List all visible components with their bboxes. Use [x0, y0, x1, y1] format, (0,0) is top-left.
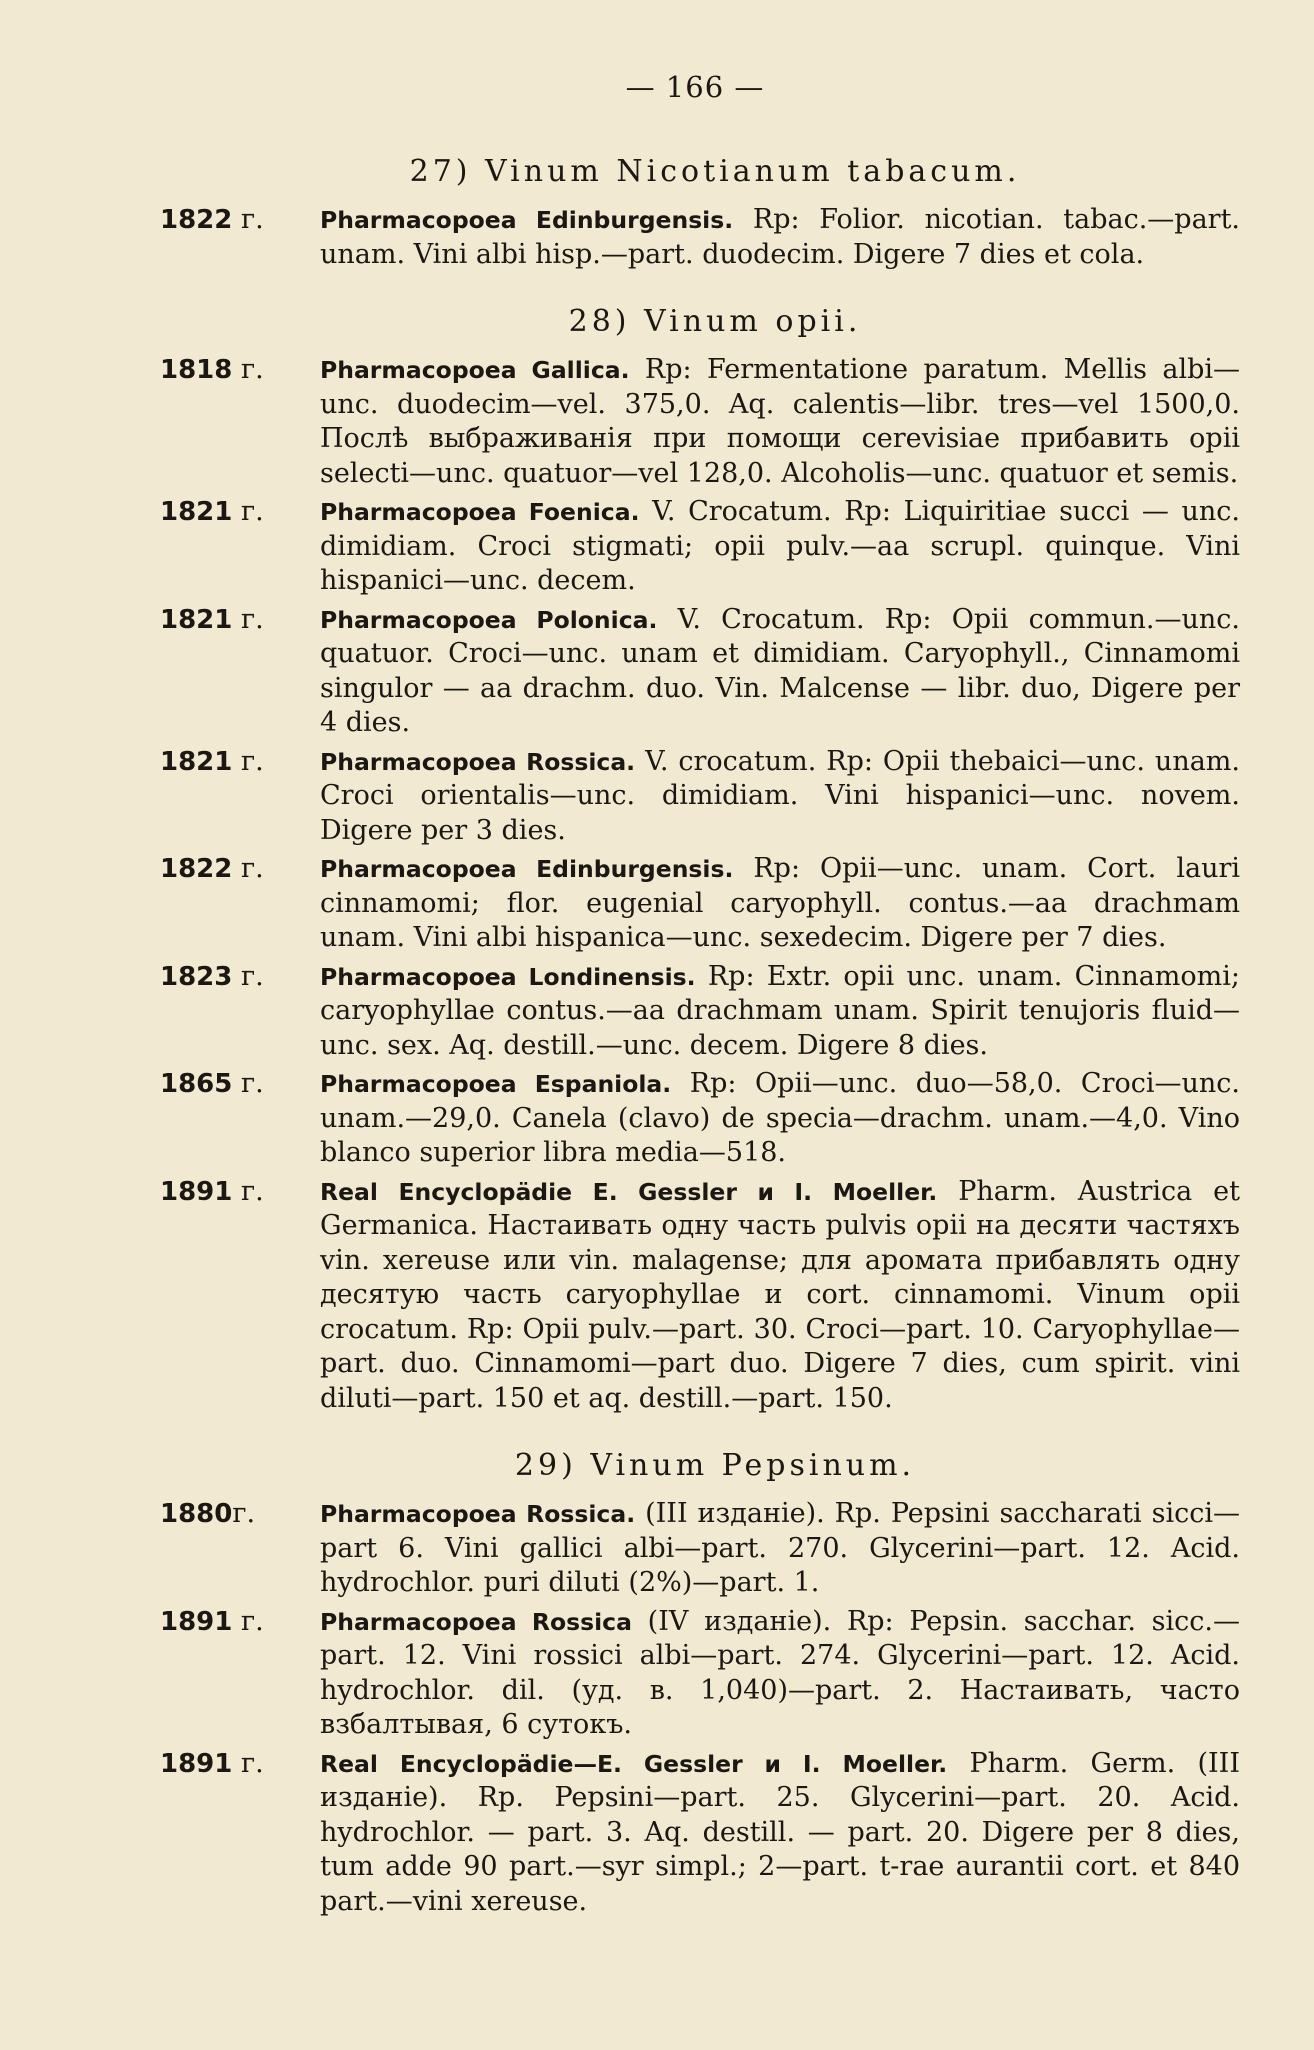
- entry-lead: [160, 852, 264, 887]
- entry-year: 1822: [160, 854, 233, 884]
- entry: [150, 353, 1240, 491]
- entry-lead: [160, 960, 264, 995]
- entry-year: 1822: [160, 205, 233, 235]
- entry-source: Pharmacopoea Polonica.: [320, 605, 658, 634]
- section-heading: 29) Vinum Pepsinum.: [514, 1448, 916, 1483]
- entry-text: (IV изданіе). Rp: Pepsin. sacchar. sicc.—part. 12. Vini rossici albi—part. 274. Glycerini—part. 12. Acid. hydrochlor. dil. (уд. в. 1,040)—part. 2. Настаивать, часто взбалтывая, 6 сутокъ.: [320, 1605, 1240, 1740]
- entry-text: Rp: Folior. nicotian. tabac.—part. unam. Vini albi hisp.—part. duodecim. Digere 7 dies et cola.: [320, 204, 1241, 270]
- section-29: [150, 1448, 1240, 1919]
- entry: [150, 1497, 1240, 1601]
- entry-g: г.: [240, 960, 264, 992]
- entry-text: (III изданіе). Rp. Pepsini saccharati sicci—part 6. Vini gallici albi—part. 270. Glycerini—part. 12. Acid. hydrochlor. puri diluti (2%)—part. 1.: [320, 1498, 1240, 1598]
- entry-lead: [160, 603, 264, 638]
- entry-text: Pharm. Germ. (III изданіе). Rp. Pepsini—part. 25. Glycerini—part. 20. Acid. hydrochlor. — part. 3. Aq. destill. — part. 20. Digere per 8 dies, tum adde 90 part.—syr simpl.; 2—part. t-rae aurantii cort. et 840 part.—vini xereuse.: [320, 1747, 1240, 1917]
- entry-g: г.: [240, 853, 264, 884]
- entry-text: V. Crocatum. Rp: Liquiritiae succi — unc. dimidiam. Croci stigmati; opii pulv.—aa scrupl. quinque. Vini hispanici—unc. decem.: [320, 496, 1240, 596]
- page: [150, 70, 1240, 1923]
- entry-year: 1818: [160, 355, 233, 385]
- entry-year: 1821: [160, 746, 233, 777]
- entry-text: Pharm. Austrica et Germanica. Настаивать одну часть pulvis opii на десяти частяхъ vin. xereuse или vin. malagense; для аромата прибавлять одну десятую часть caryophyllae и cort. cinnamomi. Vinum opii crocatum. Rp: Opii pulv.—part. 30. Croci—part. 10. Caryophyllae—part. duo. Cinnamomi—part duo. Digere 7 dies, cum spirit. vini diluti—part. 150 et aq. destill.—part. 150.: [320, 1175, 1240, 1414]
- entry-lead: [160, 203, 264, 238]
- entry-text: V. crocatum. Rp: Opii thebaici—unc. unam. Croci orientalis—unc. dimidiam. Vini hispanici—unc. novem. Digere per 3 dies.: [320, 745, 1240, 846]
- entry-g: г.: [240, 1068, 264, 1099]
- section-heading: 27) Vinum Nicotianum tabacum.: [409, 154, 1021, 189]
- entry-source: Pharmacopoea Edinburgensis.: [320, 855, 734, 883]
- entry-source: Pharmacopoea Foenica.: [320, 498, 640, 526]
- entry-g: г.: [240, 354, 264, 385]
- entry-text: Rp: Opii—unc. duo—58,0. Croci—unc. unam.—29,0. Canela (clavo) de specia—drachm. unam.—4,0. Vino blanco superior libra media—518.: [320, 1068, 1240, 1168]
- page-number: — 166 —: [625, 70, 765, 104]
- entry-year: 1880: [160, 1499, 233, 1529]
- entry-lead: [160, 1175, 264, 1210]
- entry: [150, 203, 1240, 272]
- entry-year: 1821: [160, 497, 233, 527]
- entry-source: Real Encyclopädie—E. Gessler и I. Moeller.: [320, 1749, 948, 1778]
- entry-source: Pharmacopoea Espaniola.: [320, 1070, 672, 1098]
- entry-text: V. Crocatum. Rp: Opii commun.—unc. quatuor. Croci—unc. unam et dimidiam. Caryophyll., Cinnamomi singulor — aa drachm. duo. Vin. Malcense — libr. duo, Digere per 4 dies.: [320, 603, 1240, 738]
- entry-g: г.: [240, 1605, 264, 1637]
- entry: [150, 960, 1240, 1064]
- entry: [150, 852, 1240, 956]
- entry-lead: [160, 745, 264, 780]
- entry-lead: [160, 495, 264, 530]
- entry-lead: [160, 353, 264, 388]
- entry-text: Rp: Extr. opii unc. unam. Cinnamomi; caryophyllae contus.—aa drachmam unam. Spirit tenujoris fluid—unc. sex. Aq. destill.—unc. decem. Digere 8 dies.: [320, 960, 1240, 1061]
- entry-source: Pharmacopoea Gallica.: [320, 356, 630, 384]
- entry-lead: [160, 1497, 255, 1532]
- entry-g: г.: [240, 496, 264, 527]
- section-28: [150, 304, 1240, 1416]
- entry-year: 1823: [160, 961, 233, 992]
- entry-year: 1891: [160, 1748, 233, 1779]
- entry: [150, 1747, 1240, 1920]
- entry: [150, 745, 1240, 849]
- entry-source: Pharmacopoea Edinburgensis.: [320, 206, 734, 234]
- entry-text: Rp: Opii—unc. unam. Cort. lauri cinnamomi; flor. eugenial caryophyll. contus.—aa drachmam unam. Vini albi hispanica—unc. sexedecim. Digere per 7 dies.: [320, 853, 1240, 953]
- entry-source: Pharmacopoea Rossica: [320, 1607, 632, 1636]
- entry-year: 1821: [160, 604, 233, 635]
- entry-text: Rp: Fermentatione paratum. Mellis albi—unc. duodecim—vel. 375,0. Aq. calentis—libr. tres—vel 1500,0. Послѣ выбраживанія при помощи cerevisiae прибавить opii selecti—unc. quatuor—vel 128,0. Alcoholis—unc. quatuor et semis.: [320, 354, 1241, 489]
- entry-lead: [160, 1747, 264, 1782]
- section-heading: 28) Vinum opii.: [568, 304, 862, 339]
- entry-g: г.: [232, 1498, 256, 1529]
- entry: [150, 1067, 1240, 1171]
- entry-g: г.: [240, 603, 264, 635]
- entry-lead: [160, 1605, 264, 1640]
- entry-source: Pharmacopoea Rossica.: [320, 1500, 636, 1528]
- entry-g: г.: [240, 745, 264, 777]
- entry-g: г.: [240, 204, 264, 235]
- section-27: [150, 154, 1240, 272]
- entry-source: Pharmacopoea Londinensis.: [320, 962, 696, 991]
- entry-year: 1891: [160, 1176, 233, 1207]
- entry: [150, 603, 1240, 741]
- entry-lead: [160, 1067, 264, 1102]
- entry-year: 1891: [160, 1606, 233, 1637]
- entry: [150, 1605, 1240, 1743]
- entry: [150, 495, 1240, 599]
- entry: [150, 1175, 1240, 1417]
- entry-source: Real Encyclopädie E. Gessler и I. Moeller.: [320, 1177, 938, 1206]
- entry-year: 1865: [160, 1069, 233, 1099]
- entry-source: Pharmacopoea Rossica.: [320, 747, 636, 776]
- entry-g: г.: [240, 1747, 264, 1779]
- entry-g: г.: [240, 1175, 264, 1207]
